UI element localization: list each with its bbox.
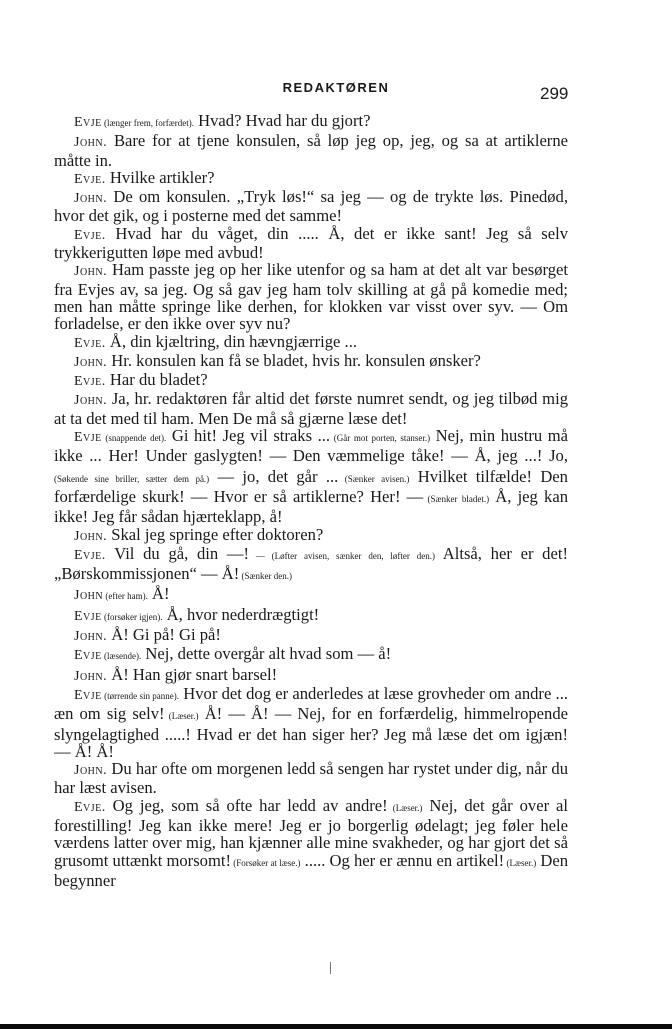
dialogue-text: De om konsulen. „Tryk løs!“ sa jeg — og de trykte løs. Pinedød, hvor det gik, og i posterne med det samme!	[54, 187, 568, 226]
dialogue-text: Å! Han gjør snart barsel!	[107, 664, 278, 684]
stage-direction: (Går mot porten, stanser.)	[330, 433, 431, 444]
dialogue-paragraph	[54, 685, 568, 760]
stage-direction: (efter ham).	[103, 591, 148, 602]
stage-direction: — (Løfter avisen, sænker den, løfter den.)	[249, 550, 435, 561]
speaker-name: John.	[74, 135, 108, 151]
dialogue-paragraph	[54, 225, 568, 262]
dialogue-text: Ja, hr. redaktøren får altid det første numret sendt, og jeg tilbød mig at ta det med til ham. Men De må så gjærne læse det!	[54, 389, 568, 428]
dialogue-text: — jo, det går ...	[209, 466, 339, 486]
dialogue-text: Altså, her er det! „Børskommissjonen“ — Å!	[54, 543, 568, 584]
dialogue-text: Gi hit! Jeg vil straks ...	[166, 426, 331, 446]
dialogue-text: Hvilket tilfælde! Den forfærdelige skurk! — Hvor er så artiklerne? Her! —	[54, 466, 568, 506]
dialogue-paragraph	[54, 112, 568, 132]
speaker-name: Evje	[74, 648, 102, 664]
speaker-name: John.	[74, 629, 108, 645]
dialogue-paragraph	[54, 526, 568, 545]
dialogue-paragraph	[54, 545, 568, 586]
speaker-name: Evje.	[74, 799, 106, 815]
speaker-name: John.	[74, 264, 108, 280]
speaker-name: Evje.	[74, 374, 106, 390]
speaker-name: John.	[74, 393, 108, 409]
speaker-name: Evje	[74, 687, 102, 703]
dialogue-paragraph	[54, 760, 568, 797]
dialogue-paragraph	[54, 390, 568, 427]
dialogue-paragraph	[54, 626, 568, 645]
speaker-name: John.	[74, 528, 108, 544]
dialogue-text: Å, din kjæltring, din hævngjærrige ...	[105, 331, 357, 351]
dialogue-text: Å! — Å! — Nej, for en forfærdelig, himmelropende slyngelagtighed .....! Hvad er det han siger her? Jeg må læse det om igjæn! — Å! Å!	[54, 704, 568, 761]
dialogue-text: Hvor det dog er anderledes at læse grovheder om andre ... æn om sig selv!	[54, 683, 568, 724]
dialogue-paragraph	[54, 169, 568, 188]
dialogue-text: Å, jeg kan ikke! Jeg får sådan hjærteklapp, å!	[54, 486, 568, 527]
dialogue-text: Hr. konsulen kan få se bladet, hvis hr. konsulen ønsker?	[107, 350, 481, 370]
page-bottom-edge	[0, 1024, 672, 1029]
stage-direction: (snappende det).	[101, 433, 167, 444]
stage-direction: (Læser.)	[164, 711, 199, 722]
dialogue-paragraph	[54, 261, 568, 332]
speaker-name: Evje	[74, 115, 102, 130]
dialogue-text: Vil du gå, din —!	[105, 543, 250, 563]
speaker-name: Evje.	[74, 335, 106, 351]
stage-direction: (Søkende sine briller, sætter dem på.)	[54, 473, 210, 484]
speaker-name: Evje.	[74, 227, 106, 243]
dialogue-text: Skal jeg springe efter doktoren?	[107, 524, 324, 544]
running-header: REDAKTØREN	[282, 80, 390, 95]
dialogue-text: Nej, dette overgår alt hvad som — å!	[141, 644, 392, 664]
speaker-name: John.	[74, 191, 108, 207]
stage-direction: (længer frem, forfærdet).	[101, 118, 194, 128]
stage-direction: (Sænker bladet.)	[423, 493, 490, 504]
dialogue-text: ..... Og her er ænnu en artikel!	[300, 850, 505, 870]
margin-mark	[330, 962, 331, 974]
speaker-name: John.	[74, 668, 108, 684]
dialogue-paragraph	[54, 188, 568, 225]
dialogue-paragraph	[54, 797, 568, 889]
dialogue-paragraph	[54, 666, 568, 685]
dialogue-text: Nej, min hustru må ikke ... Her! Under gaslygten! — Den væmmelige tåke! — Å, jeg ...! Jo,	[54, 426, 568, 466]
speaker-name: Evje	[74, 608, 102, 624]
dialogue-text: Å!	[147, 584, 170, 604]
dialogue-text: Bare for at tjene konsulen, så løp jeg op, jeg, og sa at artiklerne måtte in.	[54, 131, 568, 170]
speaker-name: Evje.	[74, 171, 106, 187]
dialogue-text: Har du bladet?	[105, 370, 208, 390]
stage-direction: (læsende).	[101, 651, 142, 662]
stage-direction: (Forsøker at læse.)	[231, 857, 301, 868]
dialogue-paragraph	[54, 371, 568, 390]
dialogue-text: Å, hvor nederdrægtigt!	[162, 604, 320, 624]
stage-direction: (Læser.)	[387, 802, 423, 813]
dialogue-paragraph	[54, 352, 568, 371]
dialogue-text: Hvad har du våget, din ..... Å, det er ikke sant! Jeg så selv trykkerigutten løpe med avbud!	[54, 223, 568, 263]
dialogue-text: Hvad? Hvad har du gjort?	[194, 111, 371, 130]
dialogue-paragraph	[54, 585, 568, 605]
body-text	[54, 112, 568, 889]
speaker-name: Evje	[74, 430, 102, 446]
dialogue-paragraph	[54, 132, 568, 169]
dialogue-paragraph	[54, 606, 568, 626]
stage-direction: (Læser.)	[504, 857, 537, 868]
stage-direction: (Sænker avisen.)	[338, 473, 410, 484]
dialogue-text: Ham passte jeg op her like utenfor og sa ham at det alt var besørget fra Evjes av, sa jeg. Og så gav jeg ham tolv skilling at gå på komedie med; men han måtte springe like derhen, for klokken var visst over syv. — Om forladelse, er den ikke over syv nu?	[54, 260, 568, 334]
page-number: 299	[540, 84, 569, 103]
dialogue-text: Den begynner	[54, 850, 568, 890]
dialogue-text: Nej, det går over al forestilling! Jeg kan ikke mere! Jeg er jo borgerlig ødelagt; jeg føler hele værdens latter over mig, han kjænner alle mine svakheder, og har gjort det så grusomt uttænkt morsomt!	[54, 795, 568, 870]
dialogue-text: Og jeg, som så ofte har ledd av andre!	[105, 795, 388, 815]
dialogue-paragraph	[54, 427, 568, 525]
speaker-name: Evje.	[74, 547, 106, 563]
speaker-name: John.	[74, 354, 108, 370]
dialogue-text: Å! Gi på! Gi på!	[107, 625, 221, 645]
dialogue-paragraph	[54, 333, 568, 352]
stage-direction: (Sænker den.)	[239, 571, 293, 582]
dialogue-paragraph	[54, 645, 568, 665]
stage-direction: (forsøker igjen).	[101, 611, 163, 622]
stage-direction: (tørrende sin panne).	[101, 690, 180, 701]
speaker-name: John	[74, 588, 104, 604]
dialogue-text: Du har ofte om morgenen ledd så sengen har rystet under dig, når du har læst avisen.	[54, 759, 568, 798]
speaker-name: John.	[74, 763, 108, 779]
dialogue-text: Hvilke artikler?	[105, 167, 215, 187]
